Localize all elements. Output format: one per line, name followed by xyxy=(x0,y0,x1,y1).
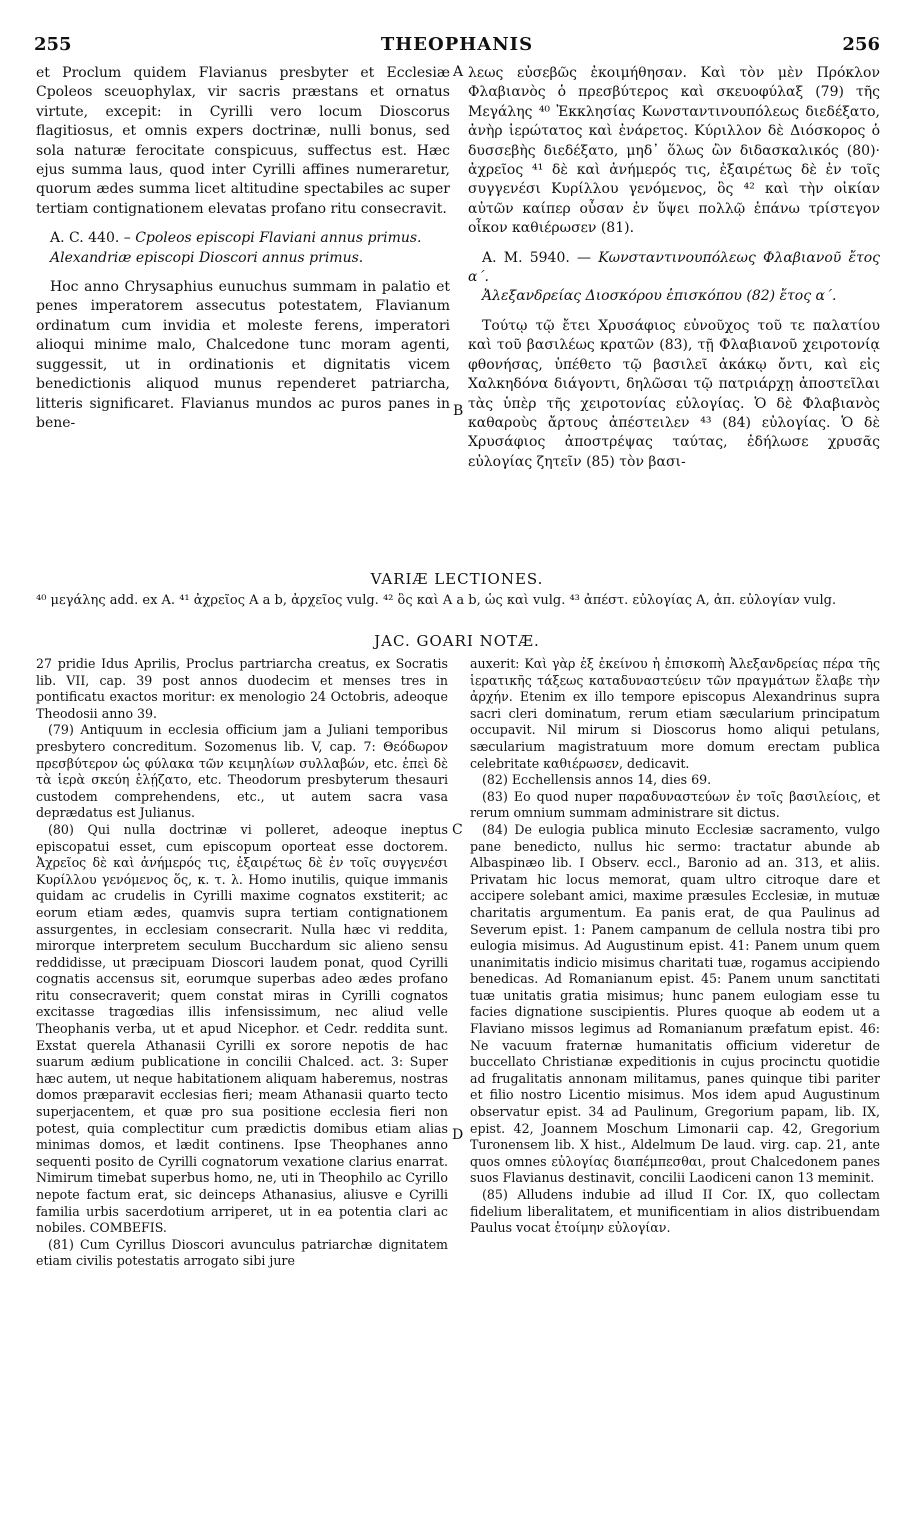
note-85: (85) Alludens indubie ad illud II Cor. IX, quo collectam fidelium liberalitatem, et munificentiam in alios distribuendam Paulus vocat ἑτοίμην εὐλογίαν. xyxy=(470,1187,880,1236)
running-title: THEOPHANIS xyxy=(380,34,534,55)
latin-year-episcopate: Cpoleos episcopi Flaviani annus primus. xyxy=(135,230,422,247)
latin-paragraph-1: et Proclum quidem Flavianus presbyter et Ecclesiæ Cpoleos sceuophylax, vir sacris præstans et ornatus virtute, excepit: in Cyrilli vero locum Dioscorus flagitiosus, et omnis expers doctrinæ, nulli bonus, sed sola naturæ ferocitate conspicuus, suffectus est. Hæc ejus summa laus, quod inter Cyrilli affines numeraretur, quorum ædes summa licet altitudine spectabiles ac super tertiam contignationem elevatas profano ritu consecravit. xyxy=(36,65,450,217)
greek-year-heading xyxy=(468,249,880,288)
notes-title: JAC. GOARI NOTÆ. xyxy=(374,632,540,650)
note-80: (80) Qui nulla doctrinæ vi polleret, adeoque ineptus episcopatui esset, cum episcopum oporteat esse doctorem. Ἀχρεῖος δὲ καὶ ἀνήμερός τις, ἐξαιρέτως δὲ ἐν τοῖς συγγενέσι Κυρίλλου γενόμενος ὅς, κ. τ. λ. Homo inutilis, quique immanis quidam ac crudelis in Cyrilli maxime cognatos exstiterit; ac eorum etiam ædes, quamvis supra tertiam contignationem assurgentes, in ecclesiam consecrarit. Nulla hæc vi reddita, mirorque interpretem seculum Bucchardum sic alieno sensu reddidisse, ut præcipuam Dioscori laudem ponat, quod Cyrilli cognatis accensus sit, eorumque superbas adeo ædes profano ritu consecraverit; quem constat miras in Cyrilli cognatos excitasse tragœdias illis infensissimum, nec aliud velle Theophanis verba, ut et apud Nicephor. et Cedr. reddita sunt. Exstat querela Athanasii Cyrilli ex sorore nepotis de hac suarum ædium publicatione in concilii Chalced. act. 3: Super hæc autem, ut neque habitationem aliquam haberemus, nostras domos præparavit ecclesias fieri; meam Athanasii quarto tecto superjacentem, et quæ pro sua positione ecclesia fieri non potest, quia complectitur cum prædictis domibus etiam alias minimas domos, et lædit continens. Ipse Theophanes anno sequenti posito de Cyrilli cognatorum vexatione clarius enarrat. Nimirum timebat superbus homo, ne, uti in Theophilo ac Cyrillo nepote factum erat, sic deinceps Athanasius, aliusve e Cyrilli familia urbis sacerdotium arriperet, ut in ea potentia clari ac nobiles. COMBEFIS. xyxy=(36,821,448,1236)
note-79: (79) Antiquum in ecclesia officium jam a Juliani temporibus presbytero concreditum. Sozomenus lib. V, cap. 7: Θεόδωρον πρεσβύτερον ὡς φύλακα τῶν κειμηλίων συλλαβών, etc. ἐπεὶ δὲ τὰ ἱερὰ σκεύη ἐλῄζατο, etc. Theodorum presbyterum thesauri custodem comprehendens, etc., ut autem sacra vasa deprædatus est Julianus. xyxy=(36,722,448,821)
page-number-right: 256 xyxy=(842,34,880,55)
latin-text-column xyxy=(36,64,450,560)
note-82: (82) Ecchellensis annos 14, dies 69. xyxy=(482,772,712,788)
greek-paragraph-1: λεως εὐσεβῶς ἐκοιμήθησαν. Καὶ τὸν μὲν Πρόκλον Φλαβιανὸς ὁ πρεσβύτερος καὶ σκευοφύλαξ (79) τῆς Μεγάλης ⁴⁰ Ἐκκλησίας Κωνσταντινουπόλεως διεδέξατο, ἀνὴρ ἱερώτατος καὶ ἐνάρετος. Κύριλλον δὲ Διόσκορος ὁ δυσσεβὴς διεδέξατο, μηδ᾽ ὅλως ὢν διδασκαλικός (80)· ἀχρεῖος ⁴¹ δὲ καὶ ἀνήμερός τις, ἐξαιρέτως δὲ ἐν τοῖς συγγενέσι Κυρίλλου γενόμενος, ὃς ⁴² καὶ τὴν οἰκίαν αὐτῶν καίπερ οὖσαν ἐν ὕψει πολλῷ ἐπάνω τρίστεγον οἶκον καθιέρωσεν (81). xyxy=(468,65,880,237)
page-number-left: 255 xyxy=(34,34,72,55)
page-header xyxy=(34,34,880,62)
note-paragraph: 27 pridie Idus Aprilis, Proclus partriarcha creatus, ex Socratis lib. VII, cap. 39 post annos duodecim et menses tres in pontificatu exactos moritur: ex menologio 24 Octobris, adeoque Theodosii anno 39. xyxy=(36,656,448,721)
margin-letter-c: C xyxy=(452,822,463,838)
greek-year-label: A. M. 5940. — xyxy=(482,249,591,266)
margin-letter-d: D xyxy=(452,1127,464,1143)
margin-letter-b: B xyxy=(453,403,464,419)
notes-right-column xyxy=(470,656,880,1526)
note-81: (81) Cum Cyrillus Dioscori avunculus patriarchæ dignitatem etiam civilis potestatis arrogato sibi jure xyxy=(36,1236,448,1269)
greek-text-column xyxy=(468,64,880,560)
latin-paragraph-2: Hoc anno Chrysaphius eunuchus summam in palatio et penes imperatorem assecutus potestatem, Flavianum ordinatum cum invidia et moleste ferens, imperatori alioqui minime malo, Chalcedone tunc moram agenti, suggessit, ut in ordinationis et dignitatis vicem benedictionis aliquod munus rependeret patriarcha, litteris significaret. Flavianus mundos ac puros panes in bene- xyxy=(36,279,450,431)
latin-alexandria-year: Alexandriæ episcopi Dioscori annus primus. xyxy=(50,249,364,266)
note-84: (84) De eulogia publica minuto Ecclesiæ sacramento, vulgo pane benedicto, nullus hic sermo: tractatur abunde ab Albaspinæo lib. I Observ. eccl., Baronio ad an. 313, et aliis. Privatam hic locus memorat, quam ultro citroque dare et accipere solebant amici, maxime præsules Ecclesiæ, in mutuæ charitatis argumentum. Ea panis erat, de qua Paulinus ad Severum epist. 1: Panem campanum de cellula nostra tibi pro eulogia misimus. Ad Augustinum epist. 41: Panem unum quem unanimitatis indicio misimus charitati tuæ, rogamus accipiendo benedicas. Ad Romanianum epist. 45: Panem unum sanctitati tuæ unitatis gratia misimus; hunc panem eulogiam esse tu facies dignatione suscipientis. Plures quoque ab eodem ut a Flaviano missos legimus ad Romanianum præfatum epist. 46: Ne vacuum fraternæ humanitatis officium videretur de buccellato Christianæ expeditionis in cujus procinctu quotidie ad frugalitatis annonam militamus, panes quinque tibi pariter et filio nostro Licentio misimus. Mos idem apud Augustinum observatur epist. 34 ad Paulinum, Gregorium papam, lib. IX, epist. 42, Joannem Moschum Limonarii cap. 42, Gregorium Turonensem lib. X hist., Aldelmum De laud. virg. cap. 21, ante quos omnes εὐλογίας διαπέμπεσθαι, prout Chalcedonem panes suos Flavianus destinavit, concilii Laodiceni canon 13 meminit. xyxy=(470,821,880,1186)
note-81-continued: auxerit: Καὶ γὰρ ἐξ ἐκείνου ἡ ἐπισκοπὴ Ἀλεξανδρείας πέρα τῆς ἱερατικῆς τάξεως καταδυναστεύειν τῶν πραγμάτων ἔλαβε τὴν ἀρχήν. Etenim ex illo tempore episcopus Alexandrinus supra sacri cleri dominatum, rerum etiam sæcularium principatum occupavit. Nil mirum si Dioscorus homo aliqui petulans, sæcularium magistratuum more domum erectam publica celebritate καθιέρωσεν, dedicavit. xyxy=(470,656,880,771)
note-83: (83) Eo quod nuper παραδυναστεύων ἐν τοῖς βασιλείοις, et rerum omnium summam administrare sit dictus. xyxy=(470,788,880,821)
margin-letter-a: A xyxy=(453,64,464,80)
notes-left-column xyxy=(36,656,448,1526)
variae-lectiones-title: VARIÆ LECTIONES. xyxy=(370,570,544,588)
greek-paragraph-2: Τούτῳ τῷ ἔτει Χρυσάφιος εὐνοῦχος τοῦ τε παλατίου καὶ τοῦ βασιλέως κρατῶν (83), τῇ Φλαβιανοῦ χειροτονίᾳ φθονήσας, ὑπέθετο τῷ βασιλεῖ ἀκάκῳ ὄντι, καὶ εἰς Χαλκηδόνα διάγοντι, δηλῶσαι τῷ πατριάρχῃ ἀποστεῖλαι τὰς ὑπὲρ τῆς χειροτονίας εὐλογίας. Ὁ δὲ Φλαβιανὸς καθαροὺς ἄρτους ἀπέστειλεν ⁴³ (84) εὐλογίας. Ὁ δὲ Χρυσάφιος ἀποστρέψας ταύτας, ἐδήλωσε χρυσᾶς εὐλογίας ζητεῖν (85) τὸν βασι- xyxy=(468,317,880,470)
latin-year-label: A. C. 440. – xyxy=(50,230,131,247)
greek-alexandria-year: Ἀλεξανδρείας Διοσκόρου ἐπισκόπου (82) ἔτος α΄. xyxy=(482,288,837,305)
variae-lectiones-text: ⁴⁰ μεγάλης add. ex A. ⁴¹ ἀχρεῖος A a b, ἀρχεῖος vulg. ⁴² ὃς καὶ A a b, ὡς καὶ vulg. ⁴³ ἀπέστ. εὐλογίας A, ἀπ. εὐλογίαν vulg. xyxy=(36,593,837,608)
greek-year-episcopate: Κωνσταντινουπόλεως Φλαβιανοῦ ἔτος α΄. xyxy=(468,249,880,286)
latin-year-heading xyxy=(36,229,450,248)
